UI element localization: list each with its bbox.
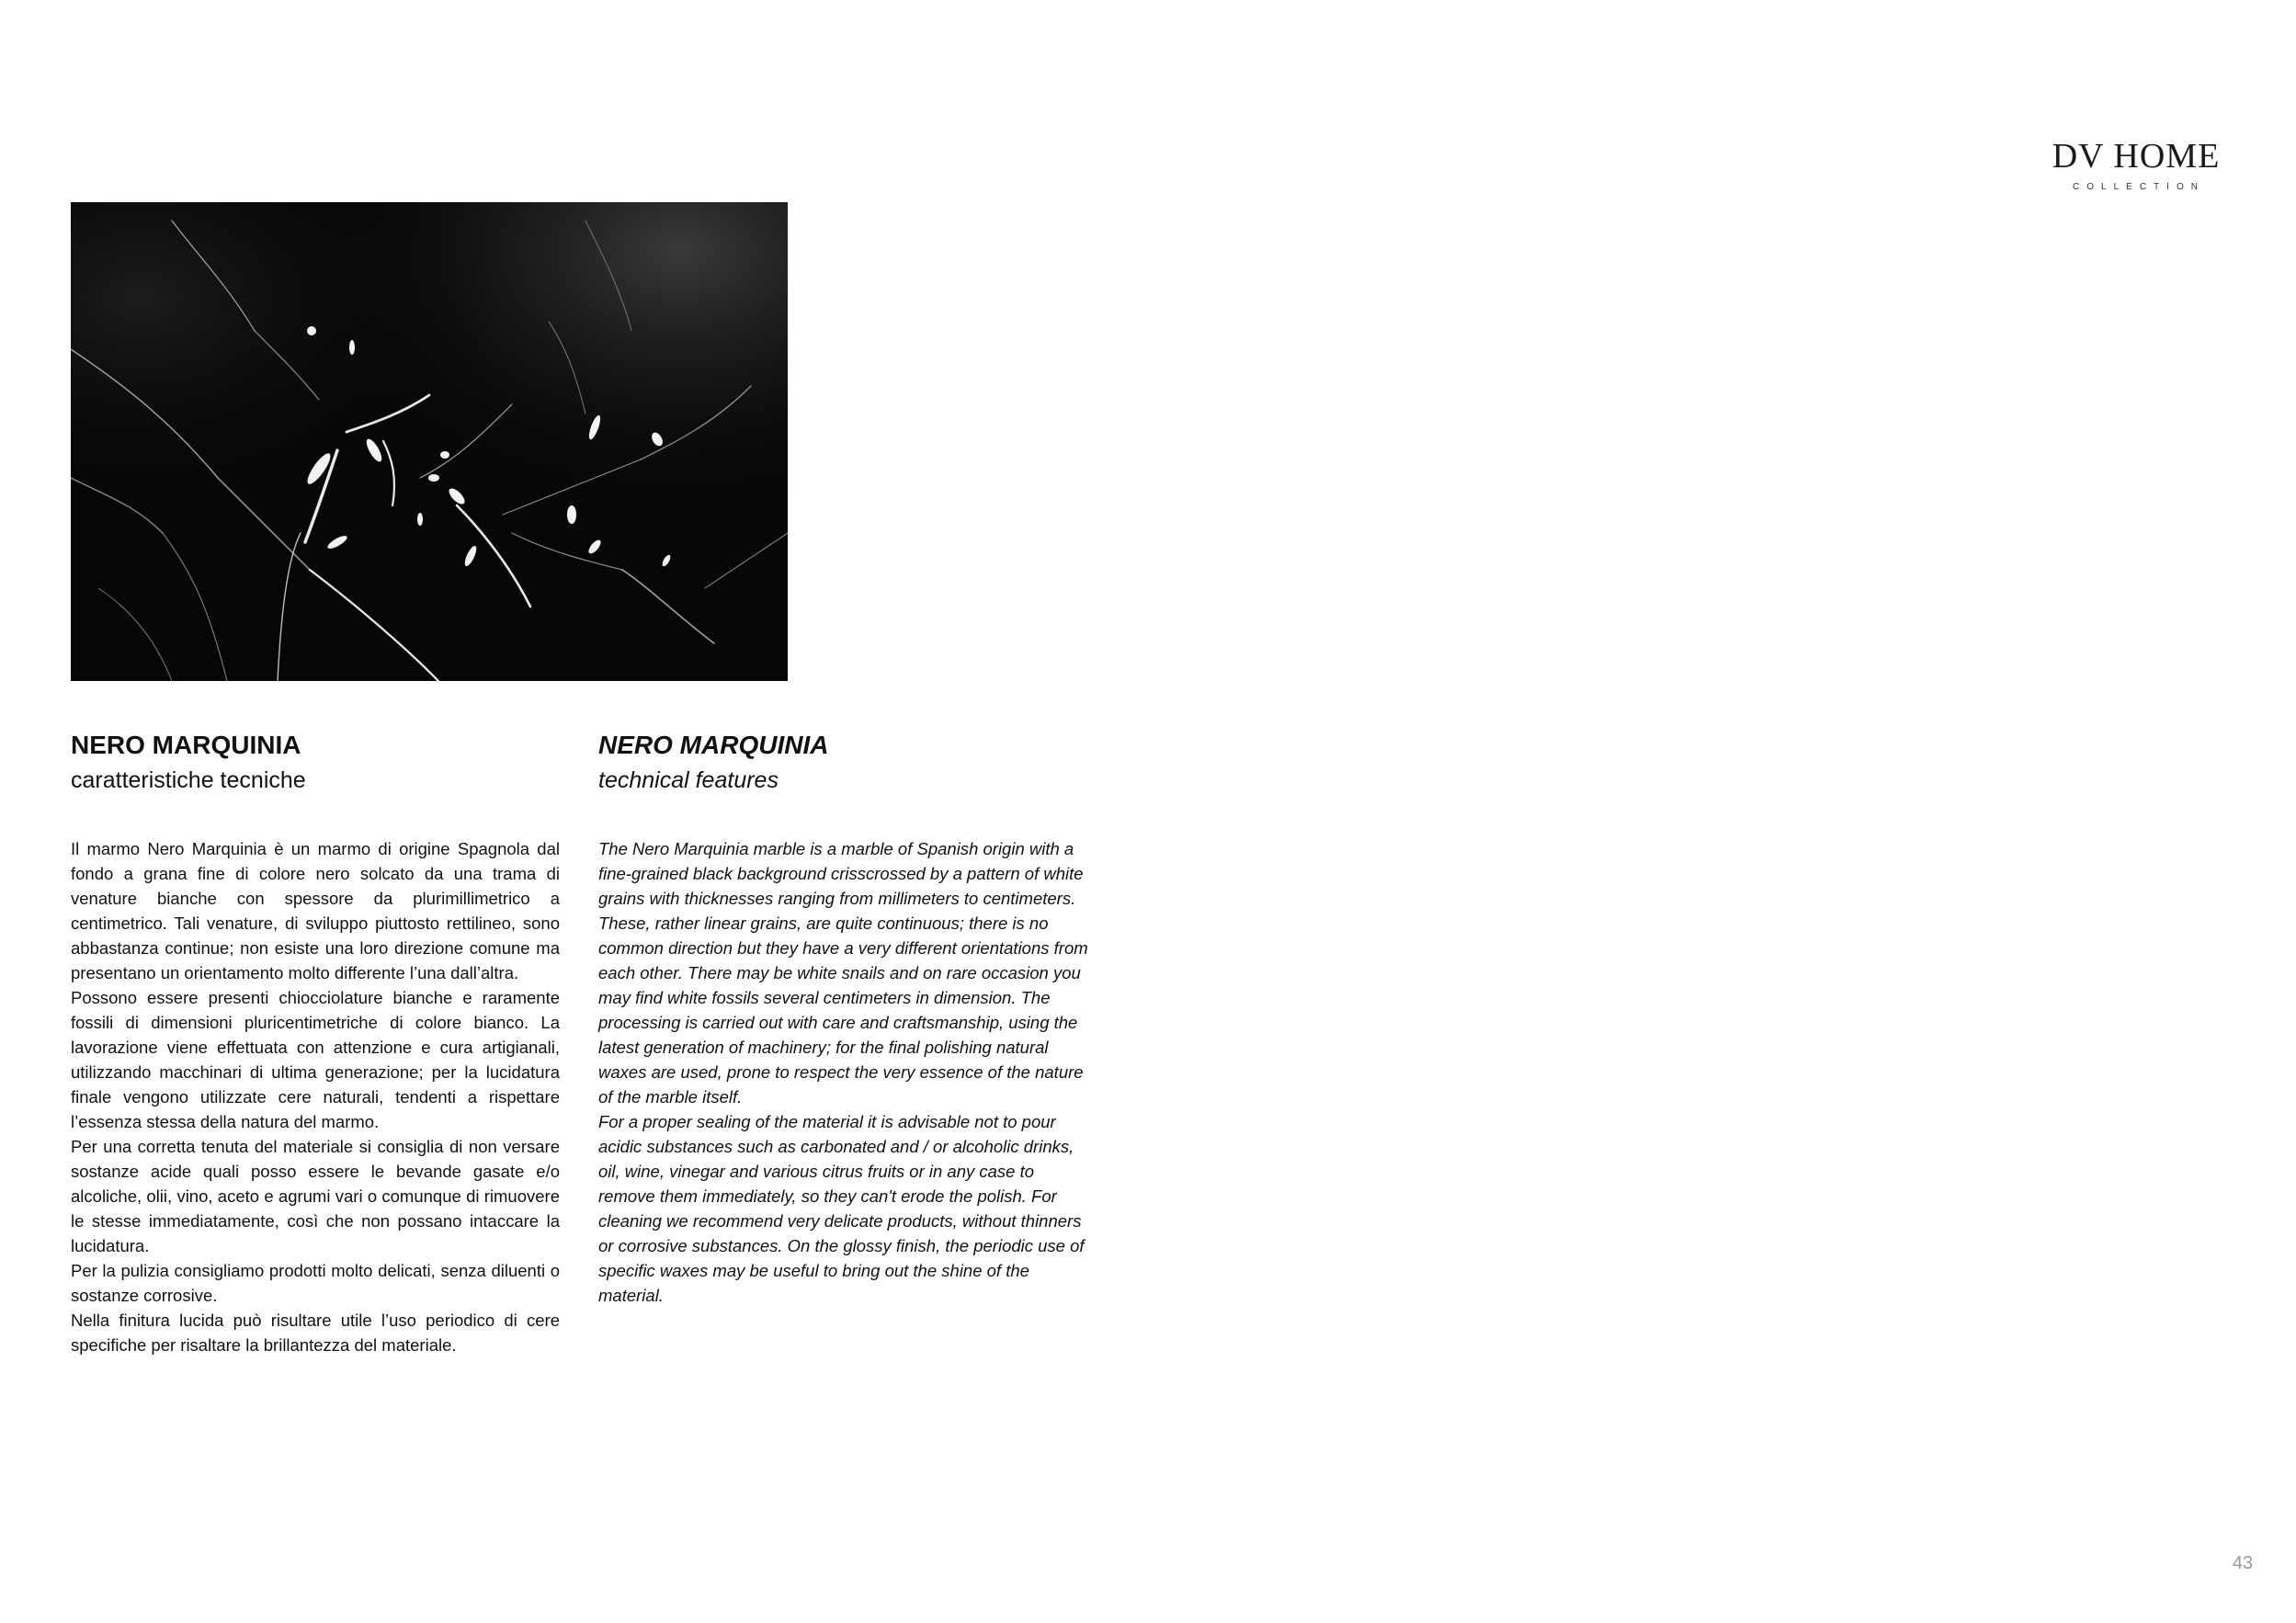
brand-logo xyxy=(2052,138,2221,192)
italian-paragraph: Nella finitura lucida può risultare utile l’uso periodico di cere specifiche per risaltare la brillantezza del materiale. xyxy=(71,1311,560,1355)
italian-title: NERO MARQUINIA xyxy=(71,731,301,759)
italian-column xyxy=(71,728,560,1357)
italian-subtitle: caratteristiche tecniche xyxy=(71,767,306,793)
english-column xyxy=(598,728,1090,1308)
logo-main-text: DV HOME xyxy=(2052,137,2221,176)
logo-sub-text: COLLECTION xyxy=(2073,182,2205,192)
marble-image xyxy=(71,202,788,681)
italian-paragraph: Il marmo Nero Marquinia è un marmo di origine Spagnola dal fondo a grana fine di colore nero solcato da una trama di venature bianche con spessore da plurimillimetrico a centimetrico. Tali venature, di sviluppo piuttosto rettilineo, sono abbastanza continue; non esiste una loro direzione comune ma presentano un orientamento molto differente l’una dall’altra. xyxy=(71,839,560,982)
italian-paragraph: Possono essere presenti chiocciolature bianche e raramente fossili di dimensioni pluricentimetriche di colore bianco. La lavorazione viene effettuata con attenzione e cura artigianali, utilizzando macchinari di ultima generazione; per la lucidatura finale vengono utilizzate cere naturali, tendenti a rispettare l’essenza stessa della natura del marmo. xyxy=(71,988,560,1131)
english-subtitle: technical features xyxy=(598,767,779,793)
english-paragraph: For a proper sealing of the material it is advisable not to pour acidic substances such as carbonated and / or alcoholic drinks, oil, wine, vinegar and various citrus fruits or in any case to remove them immediately, so they can't erode the polish. For cleaning we recommend very delicate products, without thinners or corrosive substances. On the glossy finish, the periodic use of specific waxes may be useful to bring out the shine of the material. xyxy=(598,1112,1085,1305)
italian-paragraph: Per la pulizia consigliamo prodotti molto delicati, senza diluenti o sostanze corrosive. xyxy=(71,1261,560,1305)
marble-texture-graphic xyxy=(71,202,788,681)
page-number: 43 xyxy=(2232,1553,2254,1573)
italian-paragraph: Per una corretta tenuta del materiale si consiglia di non versare sostanze acide quali posso essere le bevande gasate e/o alcoliche, olii, vino, aceto e agrumi vari o comunque di rimuovere le stesse immediatamente, così che non possano intaccare la lucidatura. xyxy=(71,1137,560,1255)
english-paragraph: The Nero Marquinia marble is a marble of Spanish origin with a fine-grained black background crisscrossed by a pattern of white grains with thicknesses ranging from millimeters to centimeters. These, rather linear grains, are quite continuous; there is no common direction but they have a very different orientations from each other. There may be white snails and on rare occasion you may find white fossils several centimeters in dimension. The processing is carried out with care and craftsmanship, using the latest generation of machinery; for the final polishing natural waxes are used, prone to respect the very essence of the nature of the marble itself. xyxy=(598,839,1088,1107)
english-title: NERO MARQUINIA xyxy=(598,731,829,759)
